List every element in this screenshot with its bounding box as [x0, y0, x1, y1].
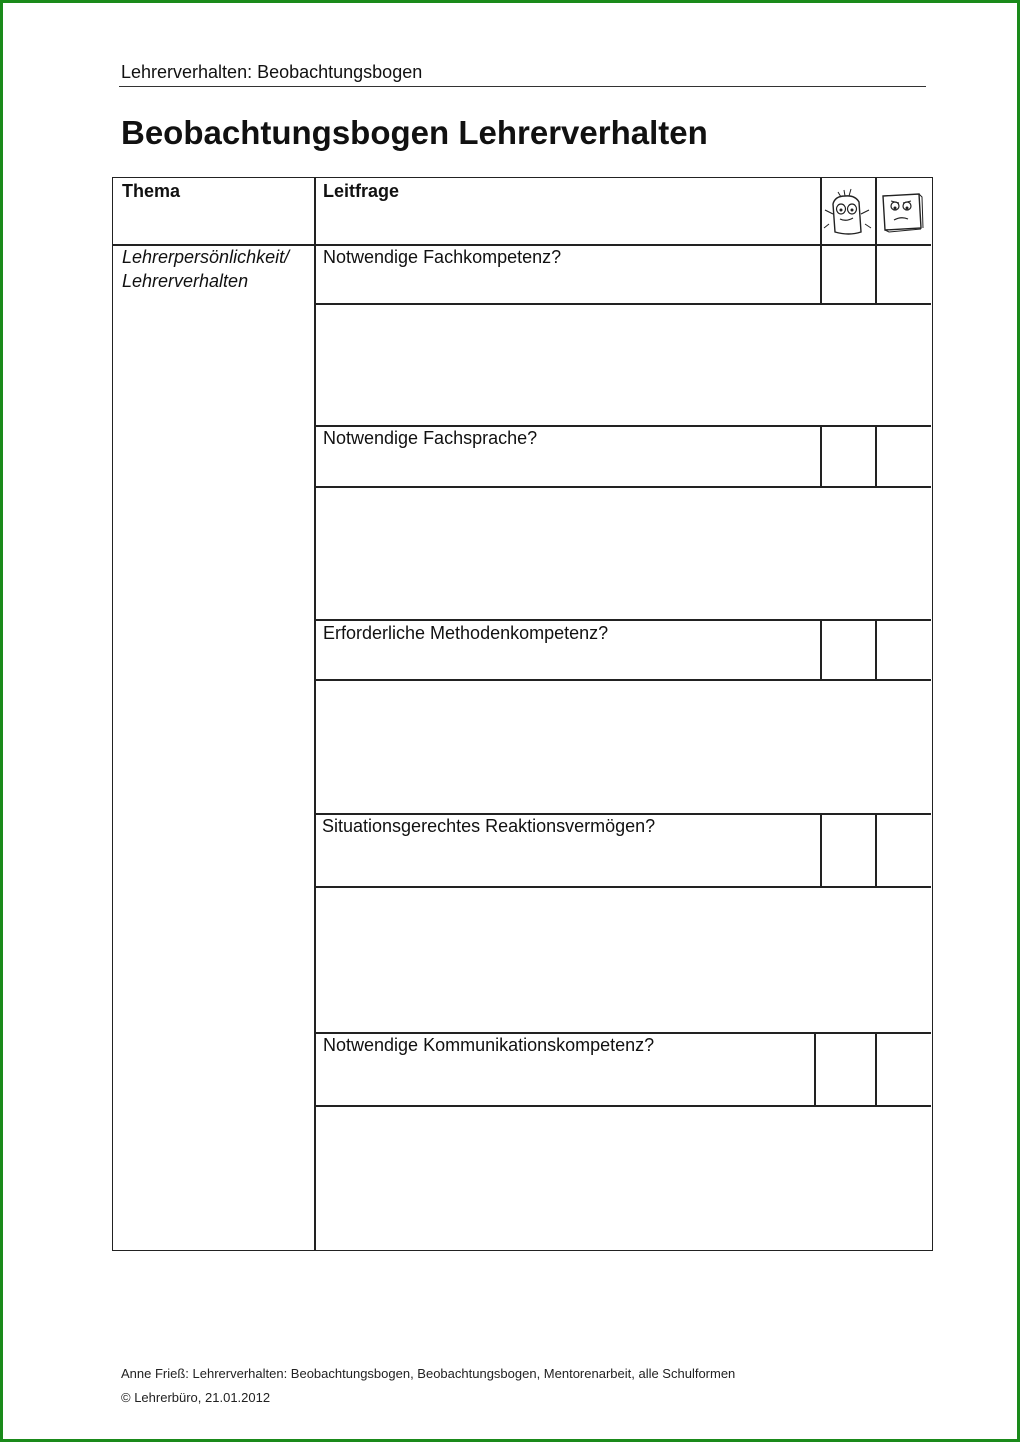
header-rule: [119, 86, 926, 87]
row-divider: [314, 1105, 931, 1107]
rating-divider: [875, 619, 877, 679]
row-divider: [314, 886, 931, 888]
happy-face-icon: [821, 184, 875, 240]
row-divider: [314, 303, 931, 305]
thema-label-line2: Lehrerverhalten: [122, 271, 249, 291]
rating-divider: [820, 244, 822, 304]
rating-divider: [875, 244, 877, 304]
column-divider: [314, 178, 316, 1250]
question-kommunikationskompetenz: Notwendige Kommunikationskompetenz?: [323, 1035, 655, 1055]
column-header-thema: Thema: [122, 181, 181, 201]
footer-copyright: © Lehrerbüro, 21.01.2012: [121, 1390, 271, 1405]
question-methodenkompetenz: Erforderliche Methodenkompetenz?: [323, 623, 609, 643]
rating-divider: [820, 619, 822, 679]
sad-face-icon: [877, 188, 929, 236]
row-divider: [314, 486, 931, 488]
rating-divider: [820, 425, 822, 487]
rating-divider: [875, 1032, 877, 1105]
thema-label-line1: Lehrerpersönlichkeit/: [122, 247, 290, 267]
observation-table: [112, 177, 933, 1251]
rating-divider: [820, 813, 822, 887]
question-reaktionsvermoegen: Situationsgerechtes Reaktionsvermögen?: [322, 816, 656, 836]
column-header-leitfrage: Leitfrage: [323, 181, 400, 201]
page-title: Beobachtungsbogen Lehrerverhalten: [121, 114, 708, 151]
rating-divider: [814, 1032, 816, 1105]
question-fachkompetenz: Notwendige Fachkompetenz?: [323, 247, 562, 267]
running-header: Lehrerverhalten: Beobachtungsbogen: [121, 62, 423, 82]
rating-divider: [875, 813, 877, 887]
question-fachsprache: Notwendige Fachsprache?: [323, 428, 538, 448]
row-divider: [314, 679, 931, 681]
rating-divider: [875, 425, 877, 487]
footer-source: Anne Frieß: Lehrerverhalten: Beobachtungsbogen, Beobachtungsbogen, Mentorenarbeit, alle Schulformen: [121, 1366, 736, 1381]
